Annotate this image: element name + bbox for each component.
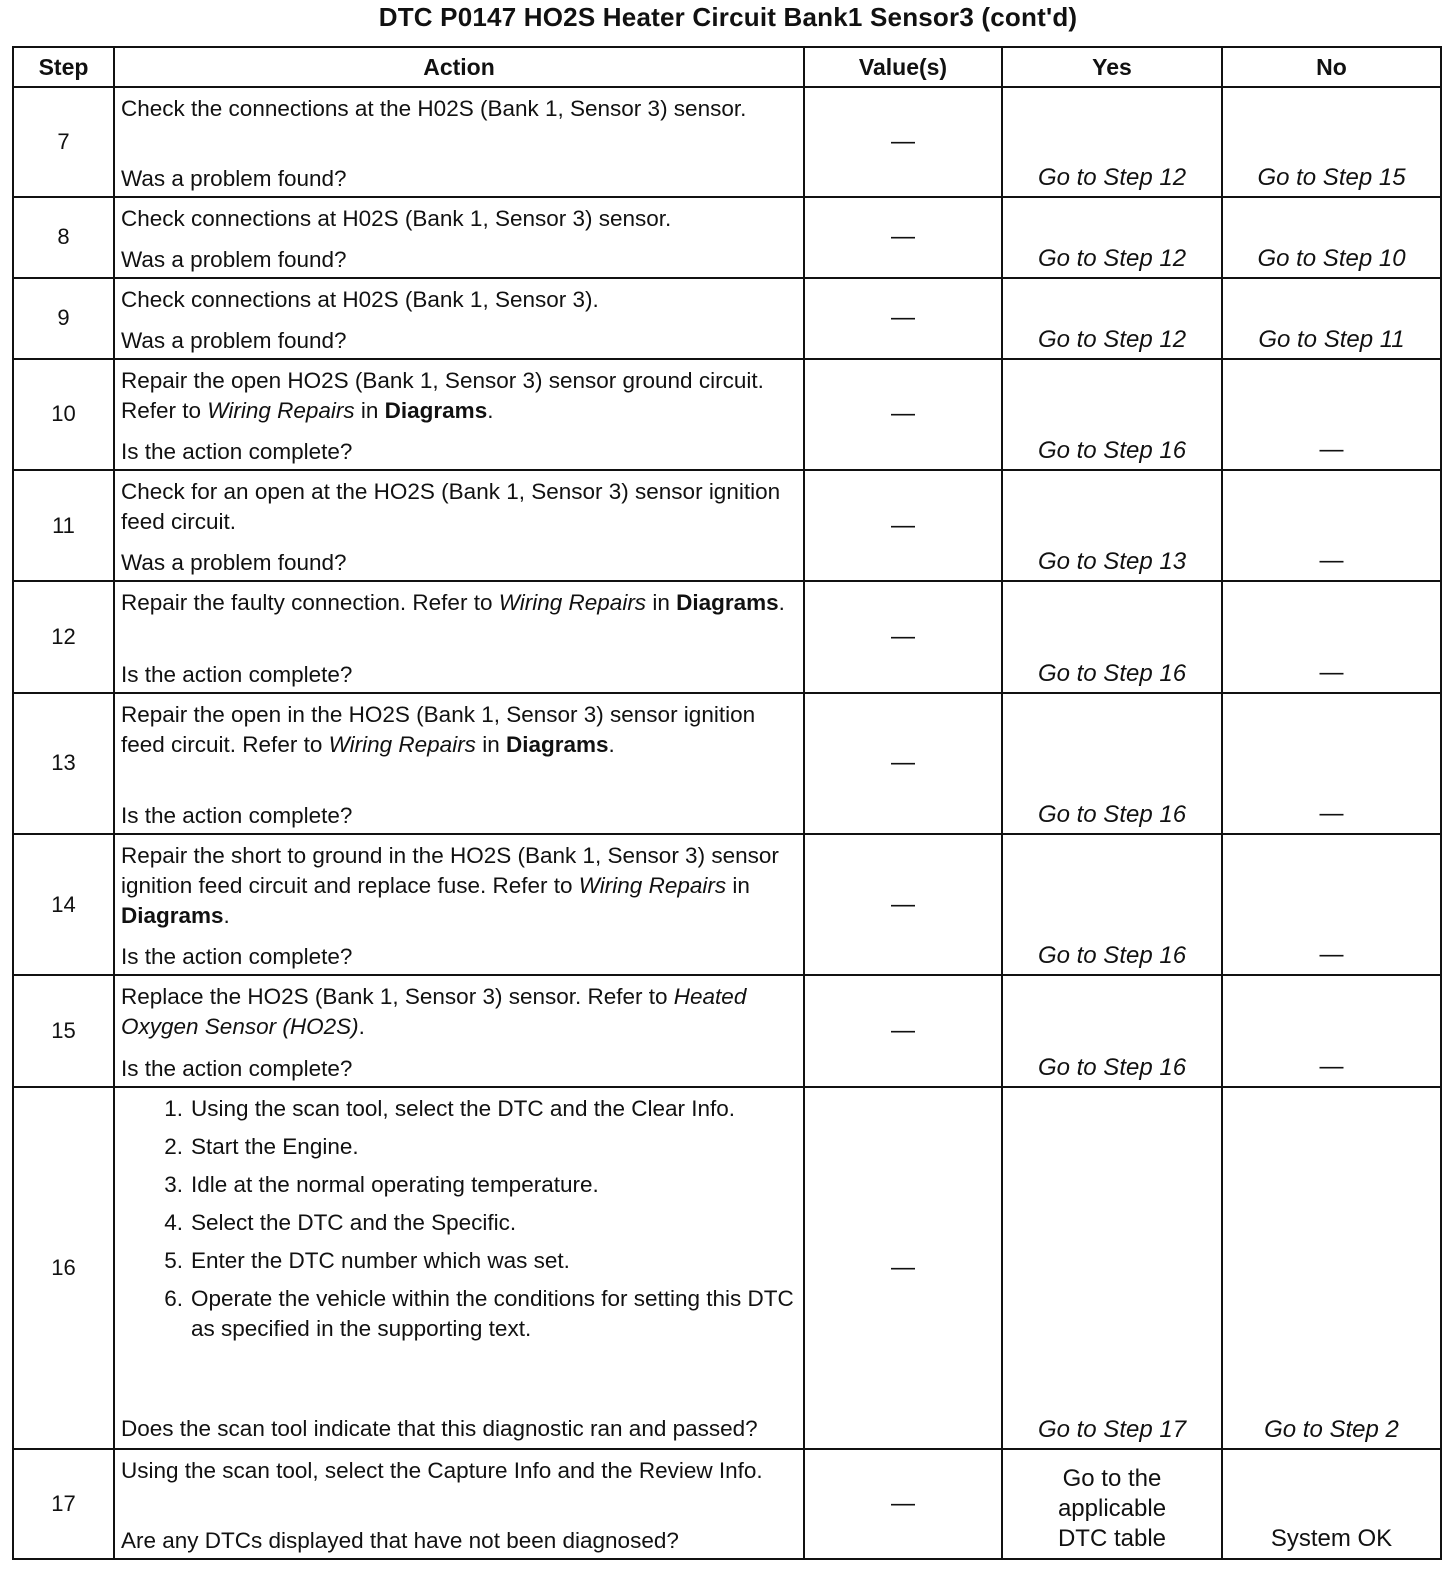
diagrams-reference: Diagrams (676, 590, 779, 616)
wiring-repairs-reference: Wiring Repairs (207, 397, 355, 423)
action-cell (114, 834, 804, 975)
action-text (121, 588, 797, 618)
value-cell: — (804, 1449, 1002, 1559)
header-action: Action (114, 47, 804, 87)
procedure-step-number: 6. (164, 1285, 183, 1311)
action-text: Using the scan tool, select the Capture Info and the Review Info. (121, 1457, 763, 1483)
action-cell (114, 1449, 804, 1559)
yes-cell: Go to Step 13 (1002, 470, 1222, 581)
action-question: Are any DTCs displayed that have not been diagnosed? (121, 1528, 679, 1553)
table-row (13, 834, 1441, 975)
action-text-part: in (354, 397, 385, 423)
procedure-step-number: 3. (164, 1171, 183, 1197)
action-cell (114, 693, 804, 834)
procedure-step (164, 1208, 797, 1238)
no-cell: Go to Step 2 (1222, 1087, 1441, 1449)
no-cell: — (1222, 834, 1441, 975)
value-cell: — (804, 359, 1002, 470)
yes-cell: Go to Step 16 (1002, 581, 1222, 692)
yes-cell: Go to Step 16 (1002, 975, 1222, 1086)
action-text-part: in (726, 872, 750, 898)
table-row (13, 359, 1441, 470)
value-cell: — (804, 581, 1002, 692)
procedure-step-number: 1. (164, 1095, 183, 1121)
table-row (13, 1449, 1441, 1559)
diagrams-reference: Diagrams (505, 731, 609, 757)
procedure-step (164, 1246, 797, 1276)
procedure-step-number: 4. (164, 1209, 183, 1235)
step-number: 12 (13, 581, 114, 692)
diagrams-reference: Diagrams (121, 902, 224, 928)
table-row (13, 581, 1441, 692)
step-number: 8 (13, 197, 114, 277)
procedure-step-text: Start the Engine. (191, 1133, 359, 1159)
header-yes: Yes (1002, 47, 1222, 87)
action-text (121, 841, 797, 931)
action-text-part: in (646, 590, 677, 616)
value-cell: — (804, 197, 1002, 277)
table-row (13, 87, 1441, 197)
value-cell: — (804, 470, 1002, 581)
action-question: Does the scan tool indicate that this diagnostic ran and passed? (121, 1415, 758, 1441)
wiring-repairs-reference: Wiring Repairs (578, 872, 727, 898)
wiring-repairs-reference: Wiring Repairs (328, 731, 476, 757)
step-number: 7 (13, 87, 114, 197)
value-cell: — (804, 87, 1002, 197)
yes-cell: Go to Step 17 (1002, 1087, 1222, 1449)
table-row (13, 975, 1441, 1086)
action-cell (114, 87, 804, 197)
no-cell: System OK (1222, 1449, 1441, 1559)
step-number: 11 (13, 470, 114, 581)
yes-cell: Go to Step 12 (1002, 87, 1222, 197)
diagnostic-table (12, 46, 1442, 1560)
header-values: Value(s) (804, 47, 1002, 87)
action-question: Is the action complete? (121, 661, 353, 687)
action-text (121, 982, 797, 1042)
action-text-part: . (358, 1014, 365, 1040)
procedure-step-text: Using the scan tool, select the DTC and the Clear Info. (191, 1095, 736, 1121)
procedure-step-number: 2. (164, 1133, 183, 1159)
procedure-step (164, 1094, 797, 1124)
action-question: Was a problem found? (121, 246, 347, 272)
yes-cell (1002, 1449, 1222, 1559)
action-text (121, 366, 797, 426)
action-text-part: . (223, 902, 230, 928)
yes-cell-text: Go to the applicable DTC table (1057, 1465, 1167, 1552)
action-question: Is the action complete? (121, 944, 353, 970)
no-cell: — (1222, 470, 1441, 581)
header-row (13, 47, 1441, 87)
no-cell: Go to Step 15 (1222, 87, 1441, 197)
action-cell (114, 278, 804, 359)
action-text: Check the connections at the H02S (Bank 1, Sensor 3) sensor. (121, 96, 747, 121)
step-number: 16 (13, 1087, 114, 1449)
no-cell: — (1222, 581, 1441, 692)
no-cell: Go to Step 11 (1222, 278, 1441, 359)
procedure-step-text: Select the DTC and the Specific. (191, 1209, 517, 1235)
procedure-step-number: 5. (164, 1247, 183, 1273)
action-text-part: Replace the HO2S (Bank 1, Sensor 3) sensor. Refer to (121, 984, 674, 1010)
action-cell (114, 359, 804, 470)
step-number: 13 (13, 693, 114, 834)
no-cell: — (1222, 975, 1441, 1086)
procedure-step (164, 1132, 797, 1162)
table-row (13, 278, 1441, 359)
yes-cell: Go to Step 16 (1002, 359, 1222, 470)
action-cell (114, 581, 804, 692)
step-number: 9 (13, 278, 114, 359)
yes-cell: Go to Step 16 (1002, 834, 1222, 975)
action-question: Was a problem found? (121, 550, 347, 576)
action-cell (114, 197, 804, 277)
action-text-part: Repair the open HO2S (Bank 1, Sensor 3) sensor ground circuit. Refer to (121, 367, 764, 423)
action-text-part: Repair the open in the HO2S (Bank 1, Sensor 3) sensor ignition feed circuit. Refer to (121, 701, 756, 757)
action-text-part: . (608, 731, 615, 757)
value-cell: — (804, 975, 1002, 1086)
step-number: 14 (13, 834, 114, 975)
no-cell: Go to Step 10 (1222, 197, 1441, 277)
action-text-part: in (475, 731, 506, 757)
value-cell: — (804, 834, 1002, 975)
action-question: Was a problem found? (121, 327, 347, 353)
action-text (121, 700, 797, 760)
value-cell: — (804, 693, 1002, 834)
action-question: Was a problem found? (121, 166, 347, 192)
action-text: Check connections at H02S (Bank 1, Sensor 3) sensor. (121, 206, 672, 232)
action-text-part: Repair the short to ground in the HO2S (Bank 1, Sensor 3) sensor ignition feed circuit and replace fuse. Refer to (121, 842, 779, 898)
no-cell: — (1222, 359, 1441, 470)
yes-cell: Go to Step 16 (1002, 693, 1222, 834)
action-cell (114, 975, 804, 1086)
table-row (13, 197, 1441, 277)
step-number: 17 (13, 1449, 114, 1559)
procedure-step (164, 1284, 797, 1344)
header-no: No (1222, 47, 1441, 87)
yes-cell: Go to Step 12 (1002, 278, 1222, 359)
value-cell: — (804, 278, 1002, 359)
step-number: 15 (13, 975, 114, 1086)
action-cell (114, 470, 804, 581)
procedure-step-text: Idle at the normal operating temperature. (191, 1171, 599, 1197)
yes-cell: Go to Step 12 (1002, 197, 1222, 277)
action-question: Is the action complete? (121, 1055, 353, 1081)
heated-oxygen-sensor-reference: Heated Oxygen Sensor (HO2S) (121, 984, 747, 1040)
table-row (13, 1087, 1441, 1449)
table-row (13, 470, 1441, 581)
action-text-part: Repair the faulty connection. Refer to (121, 590, 499, 616)
procedure-step-text: Operate the vehicle within the conditions for setting this DTC as specified in the supporting text. (191, 1285, 794, 1341)
no-cell: — (1222, 693, 1441, 834)
action-text: Check connections at H02S (Bank 1, Sensor 3). (121, 286, 599, 312)
action-text: Check for an open at the HO2S (Bank 1, Sensor 3) sensor ignition feed circuit. (121, 479, 781, 535)
action-text-part: . (487, 397, 494, 423)
procedure-step (164, 1170, 797, 1200)
action-question: Is the action complete? (121, 802, 353, 828)
wiring-repairs-reference: Wiring Repairs (498, 590, 647, 616)
step-number: 10 (13, 359, 114, 470)
table-row (13, 693, 1441, 834)
page-title: DTC P0147 HO2S Heater Circuit Bank1 Sensor3 (cont'd) (378, 2, 1078, 32)
action-cell (114, 1087, 804, 1449)
action-question: Is the action complete? (121, 439, 353, 465)
value-cell: — (804, 1087, 1002, 1449)
procedure-list (121, 1094, 797, 1344)
header-step: Step (13, 47, 114, 87)
procedure-step-text: Enter the DTC number which was set. (191, 1247, 570, 1273)
action-text-part: . (778, 590, 785, 616)
diagrams-reference: Diagrams (384, 397, 488, 423)
